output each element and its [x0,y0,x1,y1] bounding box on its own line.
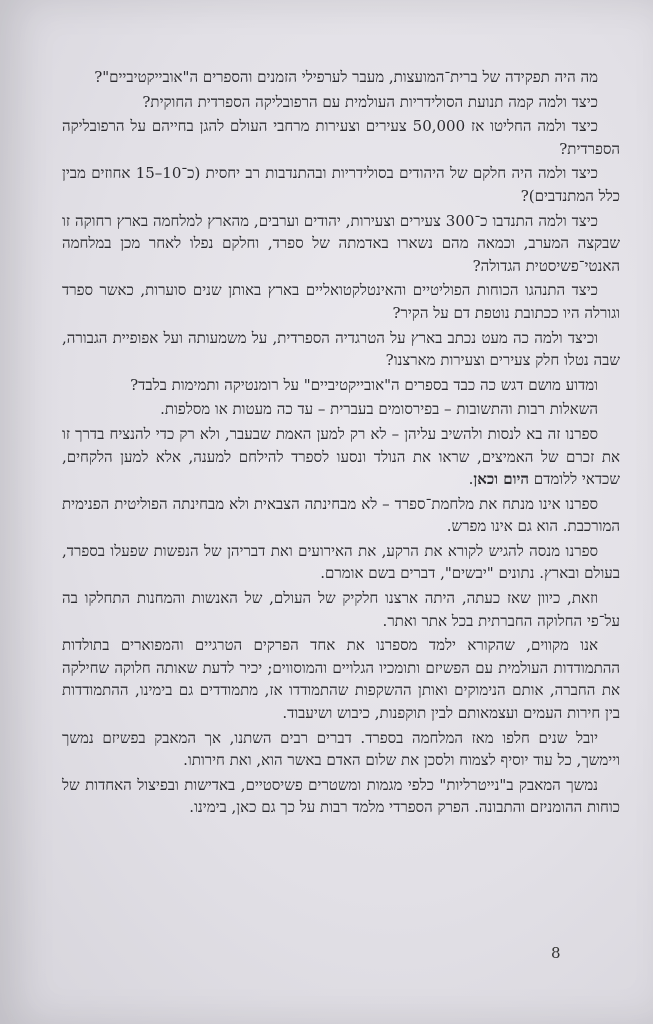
paragraph-3: כיצד ולמה החליטו אז 50,000 צעירים וצעירות מרחבי העולם להגן בחייהם על הרפובליקה הספרדית? [62,117,620,158]
paragraph-2: כיצד ולמה קמה תנועת הסולידריות העולמית עם הרפובליקה הספרדית החוקית? [142,92,598,111]
paragraph-1: מה היה תפקידה של ברית־המועצות, מעבר לערפילי הזמנים והספרים ה"אובייקטיביים"? [94,68,598,86]
paragraph-11: ספרנו אינו מנתח את מלחמת־ספרד – לא מבחינתה הצבאית ולא מבחינתה הפוליטית הפנימית המורכבת. הוא גם אינו מפרש. [62,494,620,536]
paragraph-10 [62,423,620,491]
paragraph-15: יובל שנים חלפו מאז המלחמה בספרד. דברים רבים השתנו, אך המאבק בפשיזם נמשך ויימשך, כל עוד יוסיף לצמוח ולסכן את שלום האדם באשר הוא, ואת חירותו. [62,728,620,770]
paragraph-12: ספרנו מנסה להגיש לקורא את הרקע, את האירועים ואת דבריהן של הנפשות שפעלו בספרד, בעולם ובארץ. נתונים "יבשים", דברים בשם אומרם. [62,541,620,583]
paragraph-5: כיצד ולמה התנדבו כ־300 צעירים וצעירות, יהודים וערבים, מהארץ למלחמה בארץ רחוקה זו שבקצה המערב, וכמאה מהם נשארו באדמתה של ספרד, וחלקם נפלו לאחר מכן במלחמה האנטי־פשיסטית הגדולה? [62,211,620,275]
paragraph-13: וזאת, כיוון שאז כעתה, היתה ארצנו חלקיק של העולם, של האנשות והמחנות התחלקו בה על־פי החלוקה החברתית בכל אתר ואתר. [62,589,620,630]
paragraph-8: ומדוע מושם דגש כה כבד בספרים ה"אובייקטיביים" על רומנטיקה ותמימות בלבד? [130,375,598,394]
body-text [62,66,620,819]
paragraph-7: וכיצד ולמה כה מעט נכתב בארץ על הטרגדיה הספרדית, על משמעותה ועל אפופיית הגבורה, שבה נטלו חלק צעירים וצעירות מארצנו? [62,328,620,370]
paragraph-4: כיצד ולמה היה חלקם של היהודים בסולידריות ובהתנדבות רב יחסית (כ־10–15 אחוזים מבין כלל המתנדבים)? [62,164,620,205]
paragraph-6: כיצד התנהגו הכוחות הפוליטיים והאינטלקטואליים בארץ באותן שנים סוערות, כאשר ספרד וגורלה היו ככתובת נוטפת דם על הקיר? [62,281,620,322]
paragraph-9: השאלות רבות והתשובות – בפירסומים בעברית – עד כה מעטות או מסלפות. [160,400,598,419]
paragraph-16: נמשך המאבק ב"נייטרליות" כלפי מגמות ומשטרים פשיסטיים, באדישות ובפיצול האחדות של כוחות ההומניזם והתבונה. הפרק הספרדי מלמד רבות על כך גם כאן, בימינו. [62,775,620,817]
paragraph-10-end: . [468,470,474,489]
page-number: 8 [551,944,561,962]
emphasis-today-and-here: היום וכאן [473,470,530,489]
paragraph-14: אנו מקווים, שהקורא ילמד מספרנו את אחד הפרקים הטרגיים והמפוארים בתולדות ההתמודדות העולמית עם הפשיזם ותומכיו הגלויים והמוסווים; יכיר לדעת שאותה חלוקה שחילקה את החברה, אותם הנימוקים ואותן ההשקפות שהתמודדו אז, מתמודדים גם בימינו, ההתמודדות בין חירות העמים ועצמאותם לבין תוקפנות, כיבוש ושיעבוד. [62,636,620,723]
paragraph-10-text: ספרנו זה בא לנסות ולהשיב עליהן – לא רק למען האמת שבעבר, ולא רק כדי להנציח בדרך זו את זכרם של האמיצים, שראו את הנולד ונסעו לספרד להילחם למענה, אלא למען הלקחים, שכדאי ללומדם [62,424,620,489]
